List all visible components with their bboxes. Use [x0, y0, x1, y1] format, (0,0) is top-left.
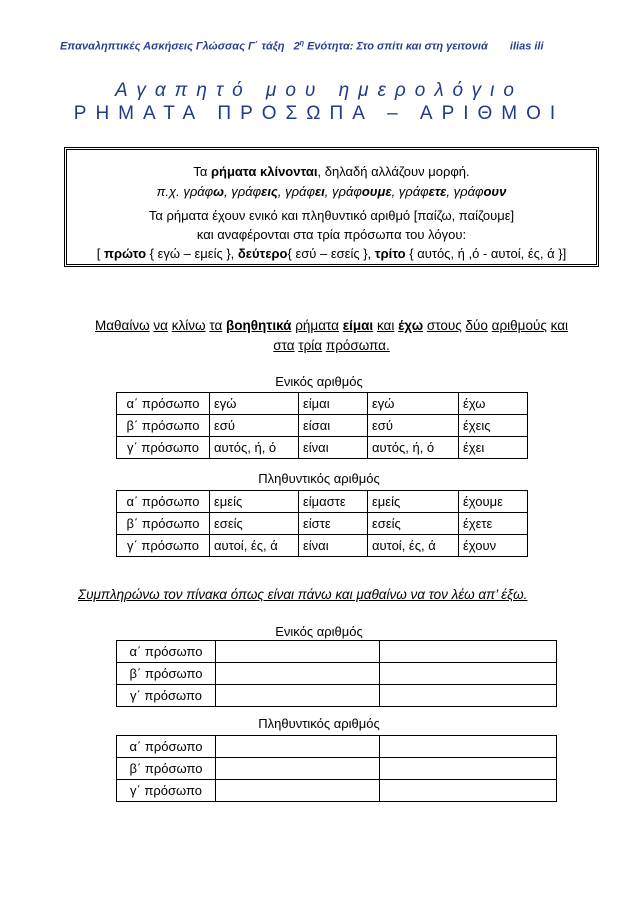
singular-caption: Ενικός αριθμός [275, 374, 363, 389]
pronoun-cell: εγώ [368, 393, 459, 415]
learn-word: τρία [298, 338, 323, 353]
blank-answer-cell[interactable] [216, 736, 380, 758]
blank-singular-caption: Ενικός αριθμός [275, 624, 363, 639]
verb-echo-cell: έχει [459, 437, 528, 459]
pronoun-cell: εσύ [210, 415, 299, 437]
blank-answer-cell[interactable] [380, 641, 557, 663]
example-words: γράφω, γράφεις, γράφει, γράφουμε, γράφετε, γράφουν [183, 184, 507, 199]
verb-eimai-cell: είναι [299, 437, 368, 459]
rule-text: [ [96, 246, 105, 261]
verb-eimai-cell: είναι [299, 535, 368, 557]
learn-word: και [376, 318, 395, 333]
person-cell: β΄ πρόσωπο [117, 415, 210, 437]
learn-instruction-line-2 [64, 338, 599, 353]
blank-answer-cell[interactable] [380, 758, 557, 780]
header-course: Επαναληπτικές Ασκήσεις Γλώσσας Γ΄ τάξη [60, 40, 285, 53]
example-verb-stem: γράφ [398, 184, 429, 199]
example-verb [231, 184, 278, 199]
blank-plural-caption: Πληθυντικός αριθμός [258, 716, 380, 731]
table-row [117, 641, 557, 663]
example-verb-ending: ω [213, 184, 225, 199]
example-verb [454, 184, 507, 199]
table-row [117, 780, 557, 802]
person-cell: γ΄ πρόσωπο [117, 535, 210, 557]
person-cell: α΄ πρόσωπο [117, 491, 210, 513]
page-subtitle: ΡΗΜΑΤΑ ΠΡΟΣΩΠΑ – ΑΡΙΘΜΟΙ [73, 103, 565, 124]
learn-instruction-line-1 [64, 318, 599, 333]
example-verb [332, 184, 392, 199]
second-person-label: δεύτερο [237, 246, 288, 261]
example-verb-ending: ει [314, 184, 325, 199]
rule-line-1 [67, 164, 596, 179]
pronoun-cell: αυτός, ή, ό [210, 437, 299, 459]
blank-answer-cell[interactable] [216, 685, 380, 707]
pronoun-cell: εμείς [210, 491, 299, 513]
learn-word-bold: είμαι [342, 318, 374, 333]
verb-echo-cell: έχουν [459, 535, 528, 557]
person-cell: γ΄ πρόσωπο [117, 437, 210, 459]
example-verb-ending: ουν [483, 184, 507, 199]
table-row [117, 685, 557, 707]
rule-line-persons [67, 246, 596, 261]
pronoun-cell: εσύ [368, 415, 459, 437]
verb-eimai-cell: είμαι [299, 393, 368, 415]
person-cell: β΄ πρόσωπο [117, 513, 210, 535]
pronoun-cell: αυτοί, ές, ά [368, 535, 459, 557]
fill-in-instruction: Συμπληρώνω τον πίνακα όπως είναι πάνω και μαθαίνω να τον λέω απ’ έξω. [78, 587, 528, 602]
plural-caption: Πληθυντικός αριθμός [258, 471, 380, 486]
page-title: Αγαπητό μου ημερολόγιο [115, 80, 523, 101]
example-verb-stem: γράφ [231, 184, 262, 199]
table-row [117, 736, 557, 758]
example-verb-stem: γράφ [332, 184, 362, 199]
verb-echo-cell: έχουμε [459, 491, 528, 513]
header-unit-sup: η [299, 40, 305, 47]
example-verb [399, 184, 447, 199]
pronoun-cell: εσείς [368, 513, 459, 535]
blank-answer-cell[interactable] [216, 758, 380, 780]
example-verb-ending: εις [261, 184, 278, 199]
verb-echo-cell: έχετε [459, 513, 528, 535]
first-person-label: πρώτο [104, 246, 147, 261]
learn-word-bold: έχω [398, 318, 424, 333]
learn-word: πρόσωπα. [325, 338, 390, 353]
person-cell: α΄ πρόσωπο [117, 393, 210, 415]
table-row [117, 663, 557, 685]
rule-text: Τα [193, 164, 211, 179]
blank-answer-cell[interactable] [380, 736, 557, 758]
person-cell: α΄ πρόσωπο [117, 736, 216, 758]
learn-word: ρήματα [295, 318, 339, 333]
verb-echo-cell: έχεις [459, 415, 528, 437]
example-verb-ending: ουμε [361, 184, 392, 199]
pronoun-cell: εσείς [210, 513, 299, 535]
example-verb-ending: ετε [428, 184, 447, 199]
table-row [117, 437, 528, 459]
person-cell: β΄ πρόσωπο [117, 663, 216, 685]
person-cell: β΄ πρόσωπο [117, 758, 216, 780]
third-person-label: τρίτο [374, 246, 406, 261]
example-prefix: π.χ. [156, 184, 184, 199]
rule-text: , δηλαδή αλλάζουν μορφή. [317, 164, 470, 179]
blank-answer-cell[interactable] [380, 663, 557, 685]
blank-plural-table [116, 735, 557, 802]
pronoun-cell: αυτοί, ές, ά [210, 535, 299, 557]
learn-word: να [153, 318, 168, 333]
example-verb-stem: γράφ [453, 184, 484, 199]
learn-word: στα [273, 338, 295, 353]
rule-line-examples [67, 184, 596, 199]
rule-text: { αυτός, ή ,ό - αυτοί, ές, ά }] [405, 246, 567, 261]
grammar-rule-box [64, 147, 599, 267]
table-row [117, 535, 528, 557]
rule-bold-text: ρήματα κλίνονται [211, 164, 318, 179]
table-row [117, 415, 528, 437]
pronoun-cell: εγώ [210, 393, 299, 415]
plural-conjugation-table [116, 490, 528, 557]
blank-singular-table [116, 640, 557, 707]
singular-conjugation-table [116, 392, 528, 459]
learn-word: στους [426, 318, 462, 333]
person-cell: γ΄ πρόσωπο [117, 685, 216, 707]
pronoun-cell: εμείς [368, 491, 459, 513]
page-header [60, 40, 600, 53]
rule-text: { εγώ – εμείς }, [146, 246, 238, 261]
example-verb-stem: γράφ [183, 184, 214, 199]
learn-word: και [550, 318, 568, 333]
blank-answer-cell[interactable] [380, 685, 557, 707]
blank-answer-cell[interactable] [380, 780, 557, 802]
learn-word: Μαθαίνω [95, 318, 150, 333]
verb-echo-cell: έχω [459, 393, 528, 415]
person-cell: γ΄ πρόσωπο [117, 780, 216, 802]
table-row [117, 758, 557, 780]
learn-word: αριθμούς [491, 318, 547, 333]
blank-answer-cell[interactable] [216, 641, 380, 663]
rule-line-4: και αναφέρονται στα τρία πρόσωπα του λόγου: [196, 227, 467, 242]
verb-eimai-cell: είμαστε [299, 491, 368, 513]
table-row [117, 393, 528, 415]
header-author: ilias ili [509, 40, 544, 53]
rule-line-3: Τα ρήματα έχουν ενικό και πληθυντικό αριθμό [παίζω, παίζουμε] [148, 208, 515, 223]
learn-word: τα [209, 318, 223, 333]
table-row [117, 491, 528, 513]
blank-answer-cell[interactable] [216, 780, 380, 802]
example-verb [183, 184, 224, 199]
verb-eimai-cell: είστε [299, 513, 368, 535]
rule-text: { εσύ – εσείς }, [287, 246, 375, 261]
header-unit-number: 2 [293, 40, 300, 53]
blank-answer-cell[interactable] [216, 663, 380, 685]
example-verb-stem: γράφ [285, 184, 315, 199]
learn-word: κλίνω [171, 318, 206, 333]
person-cell: α΄ πρόσωπο [117, 641, 216, 663]
learn-word: δύο [465, 318, 488, 333]
learn-word-bold: βοηθητικά [226, 318, 292, 333]
header-unit-text: Ενότητα: Στο σπίτι και στη γειτονιά [307, 40, 488, 53]
verb-eimai-cell: είσαι [299, 415, 368, 437]
table-row [117, 513, 528, 535]
pronoun-cell: αυτός, ή, ό [368, 437, 459, 459]
example-verb [285, 184, 325, 199]
